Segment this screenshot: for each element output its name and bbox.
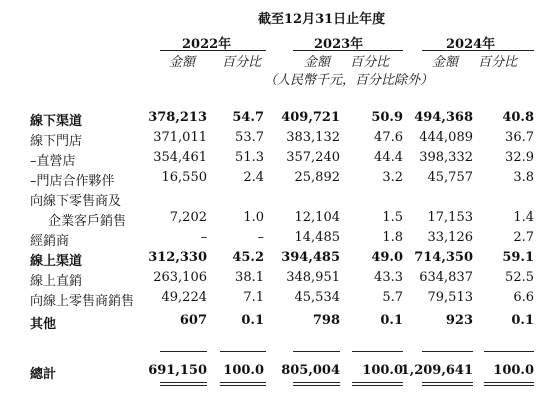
cell-percent-2024: 3.8 xyxy=(513,170,534,185)
cell-amount-2024: 45,757 xyxy=(427,170,473,185)
cell-amount-2022: 16,550 xyxy=(161,170,207,185)
row-label: 企業客戶銷售 xyxy=(48,214,127,229)
cell-percent-2022: 7.1 xyxy=(243,290,264,305)
total-rule-amount-2022-b xyxy=(160,385,207,386)
amount-2023-header: 金額 xyxy=(304,55,331,70)
cell-amount-2024: 714,350 xyxy=(414,250,473,265)
cell-percent-2022: 0.1 xyxy=(241,313,264,328)
cell-percent-2023: 0.1 xyxy=(380,313,403,328)
cell-percent-2024: 52.5 xyxy=(505,270,534,285)
total-cell-amount-2023: 805,004 xyxy=(281,363,340,378)
cell-amount-2022: 354,461 xyxy=(153,150,207,165)
total-rule-amount-2022-a xyxy=(160,382,207,383)
cell-amount-2024: 79,513 xyxy=(427,290,473,305)
cell-percent-2024: 0.1 xyxy=(511,313,534,328)
cell-amount-2023: 25,892 xyxy=(294,170,340,185)
row-label: 線下渠道 xyxy=(30,114,83,129)
cell-amount-2023: 12,104 xyxy=(294,210,340,225)
cell-amount-2024: 494,368 xyxy=(414,110,473,125)
cell-percent-2022: 54.7 xyxy=(232,110,264,125)
total-rule-percent-2024-a xyxy=(484,382,534,383)
cell-amount-2023: 798 xyxy=(312,313,340,328)
subtotal-rule-amount-2023 xyxy=(293,351,340,352)
total-cell-amount-2024: 1,209,641 xyxy=(400,363,473,378)
cell-amount-2023: 357,240 xyxy=(286,150,340,165)
subtotal-rule-percent-2024 xyxy=(484,351,534,352)
cell-percent-2022: 1.0 xyxy=(243,210,264,225)
cell-amount-2023: 14,485 xyxy=(294,230,340,245)
cell-amount-2022: 7,202 xyxy=(169,210,207,225)
percent-2024-header: 百分比 xyxy=(478,55,518,70)
cell-percent-2022: 2.4 xyxy=(243,170,264,185)
total-rule-percent-2023-a xyxy=(352,382,403,383)
cell-percent-2023: 5.7 xyxy=(382,290,403,305)
cell-percent-2022: – xyxy=(257,230,264,245)
row-label: –門店合作夥伴 xyxy=(30,174,115,189)
subtotal-rule-amount-2024 xyxy=(422,351,473,352)
row-label: 向線上零售商銷售 xyxy=(30,294,135,309)
total-rule-percent-2024-b xyxy=(484,385,534,386)
cell-amount-2022: 312,330 xyxy=(148,250,207,265)
cell-percent-2022: 51.3 xyxy=(235,150,264,165)
cell-percent-2024: 32.9 xyxy=(505,150,534,165)
year-2023-header: 2023年 xyxy=(314,37,364,52)
cell-amount-2024: 17,153 xyxy=(427,210,473,225)
cell-amount-2022: 49,224 xyxy=(161,290,207,305)
cell-amount-2023: 348,951 xyxy=(286,270,340,285)
total-rule-percent-2022-a xyxy=(220,382,266,383)
cell-percent-2022: 53.7 xyxy=(235,130,264,145)
total-rule-amount-2024-a xyxy=(422,382,473,383)
row-label: 線上渠道 xyxy=(30,254,83,269)
unit-note: （人民幣千元，百分比除外） xyxy=(264,73,434,88)
cell-amount-2022: 263,106 xyxy=(153,270,207,285)
total-rule-amount-2023-b xyxy=(293,385,340,386)
cell-amount-2024: 444,089 xyxy=(419,130,473,145)
cell-amount-2023: 383,132 xyxy=(286,130,340,145)
cell-percent-2023: 49.0 xyxy=(371,250,403,265)
cell-percent-2023: 1.5 xyxy=(382,210,403,225)
row-label: 其他 xyxy=(30,317,57,332)
cell-amount-2022: 607 xyxy=(179,313,207,328)
cell-percent-2023: 44.4 xyxy=(374,150,403,165)
subtotal-rule-amount-2022 xyxy=(160,351,207,352)
cell-percent-2022: 45.2 xyxy=(232,250,264,265)
cell-amount-2022: 371,011 xyxy=(153,130,207,145)
period-title: 截至12月31日止年度 xyxy=(258,12,386,27)
row-label: 線上直銷 xyxy=(30,274,83,289)
cell-amount-2024: 923 xyxy=(445,313,473,328)
cell-percent-2022: 38.1 xyxy=(235,270,264,285)
cell-amount-2022: 378,213 xyxy=(148,110,207,125)
cell-percent-2024: 1.4 xyxy=(513,210,534,225)
total-cell-percent-2024: 100.0 xyxy=(493,363,534,378)
row-label: –直營店 xyxy=(30,154,76,169)
cell-amount-2024: 634,837 xyxy=(419,270,473,285)
cell-percent-2023: 3.2 xyxy=(382,170,403,185)
amount-2022-header: 金額 xyxy=(169,55,196,70)
cell-percent-2024: 2.7 xyxy=(513,230,534,245)
amount-2024-header: 金額 xyxy=(432,55,459,70)
total-rule-amount-2023-a xyxy=(293,382,340,383)
row-label: 經銷商 xyxy=(30,234,70,249)
cell-percent-2023: 50.9 xyxy=(371,110,403,125)
total-rule-percent-2023-b xyxy=(352,385,403,386)
subtotal-rule-percent-2023 xyxy=(352,351,403,352)
percent-2022-header: 百分比 xyxy=(222,55,262,70)
cell-amount-2023: 394,485 xyxy=(281,250,340,265)
row-label: 線下門店 xyxy=(30,134,83,149)
cell-percent-2024: 36.7 xyxy=(505,130,534,145)
cell-amount-2023: 409,721 xyxy=(281,110,340,125)
total-cell-percent-2023: 100.0 xyxy=(362,363,403,378)
year-2022-header: 2022年 xyxy=(182,37,232,52)
cell-percent-2023: 47.6 xyxy=(374,130,403,145)
subtotal-rule-percent-2022 xyxy=(220,351,266,352)
cell-amount-2022: – xyxy=(200,230,207,245)
cell-percent-2023: 43.3 xyxy=(374,270,403,285)
cell-percent-2024: 40.8 xyxy=(502,110,534,125)
total-cell-percent-2022: 100.0 xyxy=(223,363,264,378)
total-label: 總計 xyxy=(30,367,57,382)
total-cell-amount-2022: 691,150 xyxy=(148,363,207,378)
total-rule-percent-2022-b xyxy=(220,385,266,386)
percent-2023-header: 百分比 xyxy=(350,55,390,70)
row-label: 向線下零售商及 xyxy=(30,194,122,209)
cell-percent-2024: 6.6 xyxy=(513,290,534,305)
cell-percent-2023: 1.8 xyxy=(382,230,403,245)
cell-percent-2024: 59.1 xyxy=(502,250,534,265)
cell-amount-2024: 33,126 xyxy=(427,230,473,245)
total-rule-amount-2024-b xyxy=(422,385,473,386)
cell-amount-2024: 398,332 xyxy=(419,150,473,165)
cell-amount-2023: 45,534 xyxy=(294,290,340,305)
year-2024-header: 2024年 xyxy=(446,37,496,52)
